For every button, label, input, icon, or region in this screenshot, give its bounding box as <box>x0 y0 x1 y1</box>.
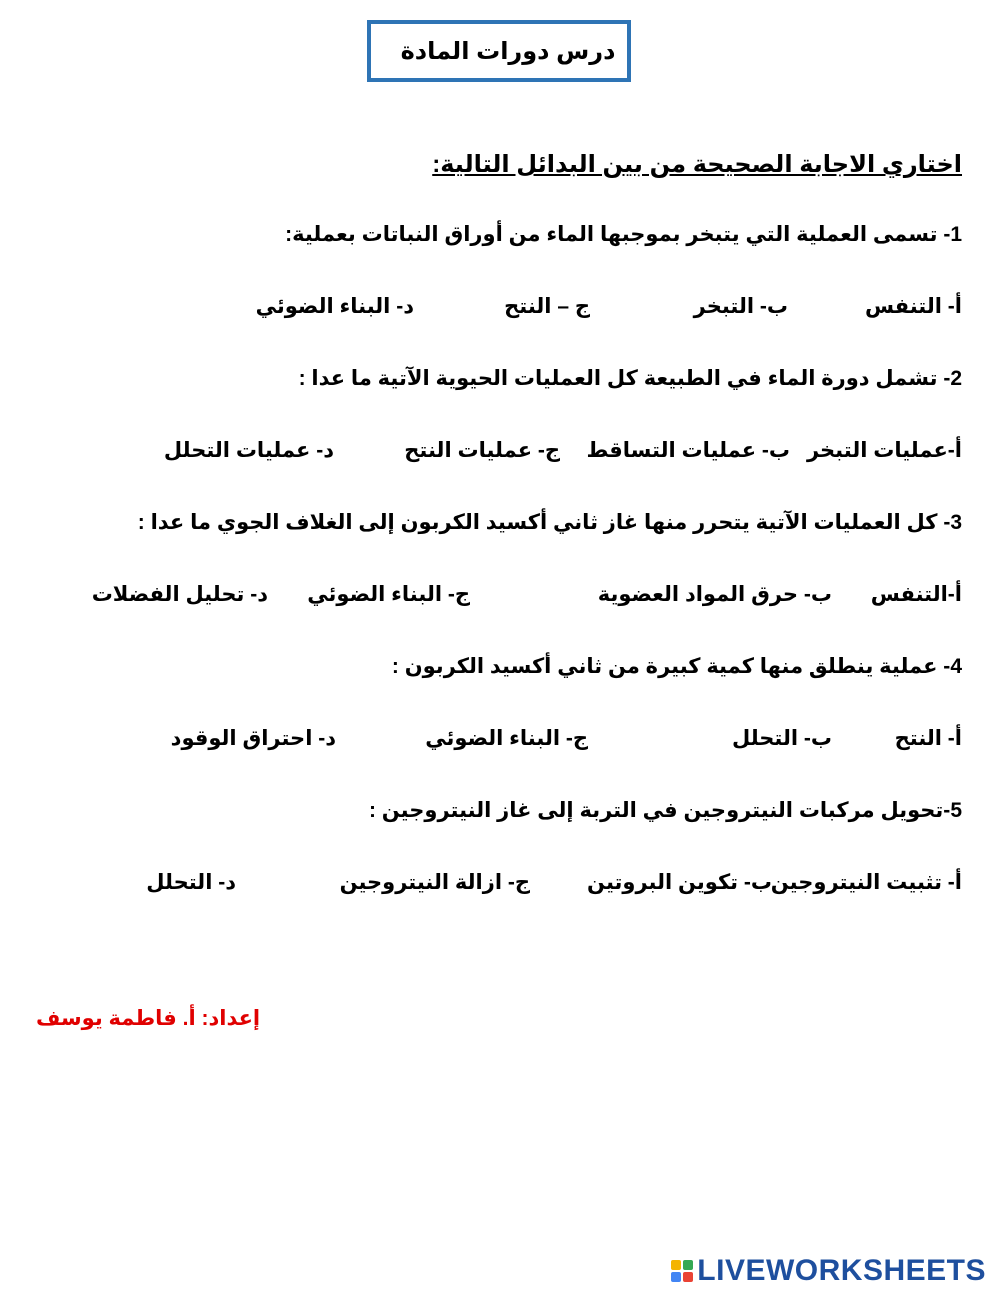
question-1-option-c[interactable]: ج – النتح <box>504 295 590 318</box>
question-2-text: 2- تشمل دورة الماء في الطبيعة كل العمليات الحيوية الآتية ما عدا : <box>298 367 962 390</box>
title-box <box>367 20 631 82</box>
liveworksheets-logo-icon <box>671 1260 693 1282</box>
logo-square-red <box>683 1272 693 1282</box>
question-1-text: 1- تسمى العملية التي يتبخر بموجبها الماء من أوراق النباتات بعملية: <box>285 223 962 246</box>
logo-square-yellow <box>671 1260 681 1270</box>
question-2-option-b[interactable]: ب- عمليات التساقط <box>586 439 790 462</box>
question-4-option-b[interactable]: ب- التحلل <box>731 727 832 750</box>
logo-square-blue <box>671 1272 681 1282</box>
question-5-option-d[interactable]: د- التحلل <box>146 871 236 894</box>
page-title: درس دورات المادة <box>400 37 616 65</box>
question-4-option-d[interactable]: د- احتراق الوقود <box>170 727 336 750</box>
question-4-option-a[interactable]: أ- النتح <box>894 727 962 750</box>
question-5-option-c[interactable]: ج- ازالة النيتروجين <box>339 871 530 894</box>
question-3-option-d[interactable]: د- تحليل الفضلات <box>91 583 268 606</box>
question-1-option-a[interactable]: أ- التنفس <box>864 295 962 318</box>
question-4-option-c[interactable]: ج- البناء الضوئي <box>425 727 588 750</box>
question-2-option-c[interactable]: ج- عمليات النتح <box>404 439 560 462</box>
question-5-option-a[interactable]: أ- تثبيت النيتروجين <box>770 871 962 894</box>
brand-name: LIVEWORKSHEETS <box>697 1254 986 1287</box>
question-4-text: 4- عملية ينطلق منها كمية كبيرة من ثاني أكسيد الكربون : <box>391 655 962 678</box>
liveworksheets-logo[interactable] <box>671 1254 986 1288</box>
author-credit: إعداد: أ. فاطمة يوسف <box>36 1007 261 1030</box>
instruction-heading: اختاري الاجابة الصحيحة من بين البدائل التالية: <box>432 151 962 178</box>
question-2-option-d[interactable]: د- عمليات التحلل <box>163 439 334 462</box>
question-1-option-b[interactable]: ب- التبخر <box>693 295 788 318</box>
question-3-option-a[interactable]: أ-التنفس <box>870 583 962 606</box>
question-5-option-b[interactable]: ب- تكوين البروتين <box>587 871 772 894</box>
question-5-text: 5-تحويل مركبات النيتروجين في التربة إلى غاز النيتروجين : <box>368 799 962 822</box>
question-3-option-b[interactable]: ب- حرق المواد العضوية <box>597 583 832 606</box>
question-3-option-c[interactable]: ج- البناء الضوئي <box>307 583 470 606</box>
question-1-option-d[interactable]: د- البناء الضوئي <box>255 295 414 318</box>
logo-square-green <box>683 1260 693 1270</box>
question-2-option-a[interactable]: أ-عمليات التبخر <box>806 439 962 462</box>
question-3-text: 3- كل العمليات الآتية يتحرر منها غاز ثاني أكسيد الكربون إلى الغلاف الجوي ما عدا : <box>137 511 962 534</box>
